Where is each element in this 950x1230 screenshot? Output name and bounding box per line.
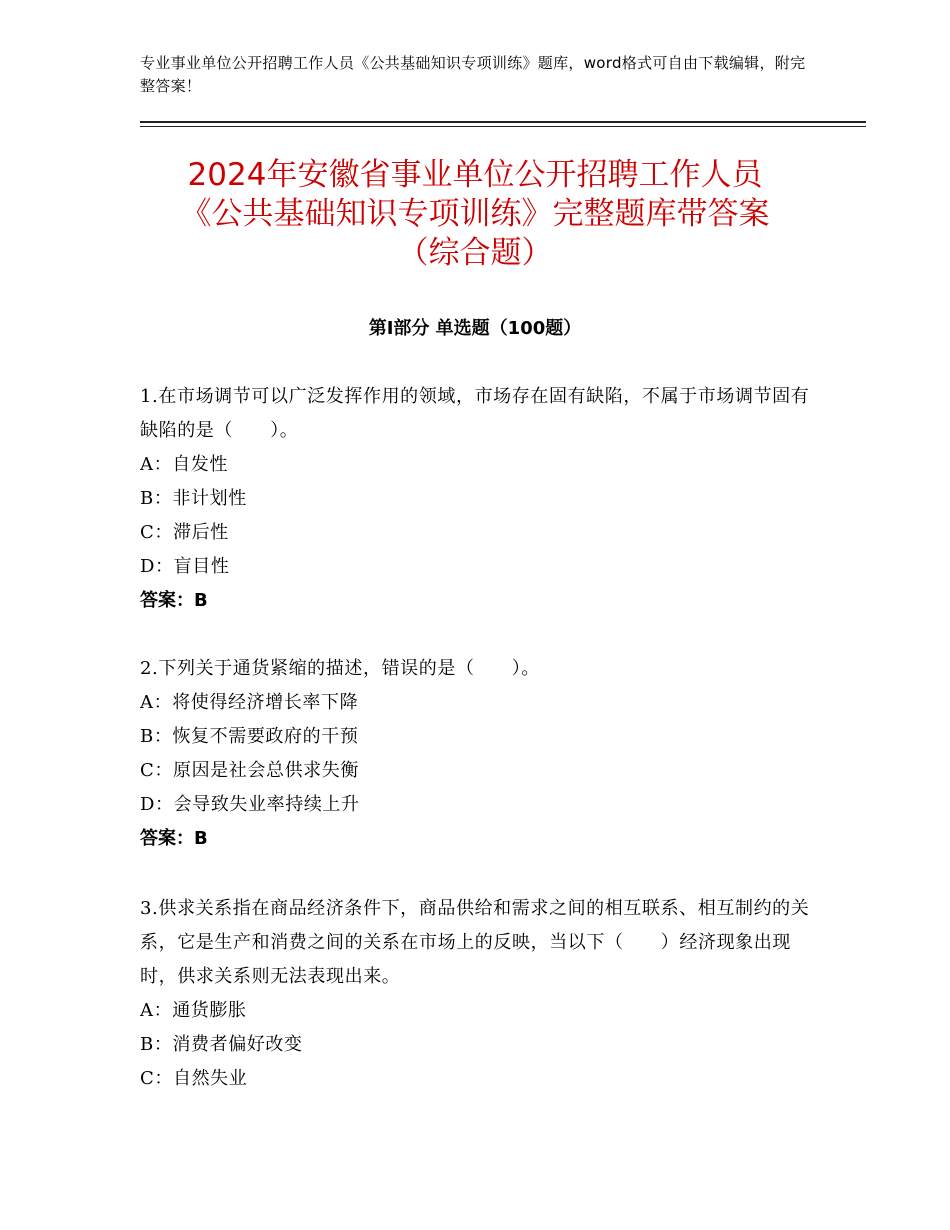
option-d: D：盲目性 <box>140 556 230 577</box>
question-stem: 2.下列关于通货紧缩的描述，错误的是（ ）。 <box>140 658 540 679</box>
answer: 答案：B <box>140 590 208 611</box>
option-d: D：会导致失业率持续上升 <box>140 794 360 815</box>
title-line-2: 《公共基础知识专项训练》完整题库带答案 <box>180 196 770 232</box>
option-c: C：原因是社会总供求失衡 <box>140 760 359 781</box>
option-b: B：消费者偏好改变 <box>140 1034 303 1055</box>
title-line-1: 2024年安徽省事业单位公开招聘工作人员 <box>187 157 763 193</box>
option-a: A：自发性 <box>140 454 228 475</box>
question-2 <box>140 652 820 856</box>
option-b: B：恢复不需要政府的干预 <box>140 726 359 747</box>
question-stem: 1.在市场调节可以广泛发挥作用的领域，市场存在固有缺陷，不属于市场调节固有缺陷的是（ ）。 <box>140 386 810 441</box>
option-b: B：非计划性 <box>140 488 247 509</box>
section-heading: 第Ⅰ部分 单选题（100题） <box>368 318 582 339</box>
header-rule-thick <box>140 121 866 123</box>
question-1 <box>140 380 820 618</box>
option-a: A：通货膨胀 <box>140 1000 247 1021</box>
document-title <box>100 156 850 273</box>
header-note: 专业事业单位公开招聘工作人员《公共基础知识专项训练》题库，word格式可自由下载编辑，附完整答案！ <box>140 54 806 95</box>
option-c: C：滞后性 <box>140 522 229 543</box>
question-3 <box>140 892 820 1096</box>
option-c: C：自然失业 <box>140 1068 248 1089</box>
title-line-3: （综合题） <box>397 235 553 271</box>
question-stem: 3.供求关系指在商品经济条件下，商品供给和需求之间的相互联系、相互制约的关系，它是生产和消费之间的关系在市场上的反映，当以下（ ）经济现象出现时，供求关系则无法表现出来。 <box>140 898 810 987</box>
option-a: A：将使得经济增长率下降 <box>140 692 359 713</box>
header-rule-thin <box>140 126 866 127</box>
answer: 答案：B <box>140 828 208 849</box>
